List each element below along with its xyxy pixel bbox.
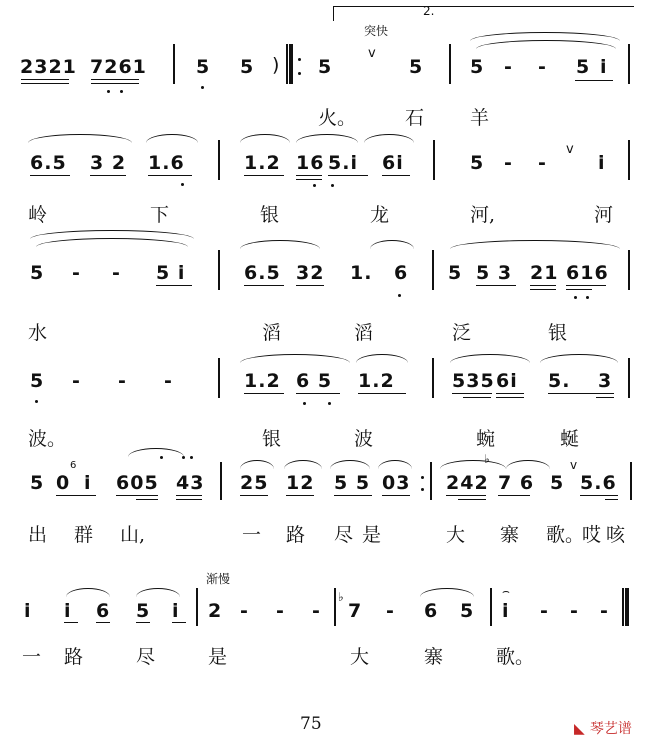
lyric: 尽 — [136, 646, 156, 668]
lyric: 火。 — [318, 107, 357, 129]
note: 6 5 — [296, 370, 333, 392]
note: 25 — [240, 472, 269, 494]
breath-mark: v — [570, 458, 578, 472]
note: 5 — [30, 472, 45, 494]
lyric: 波。 — [28, 428, 67, 450]
note: i — [24, 600, 32, 622]
note: ) — [272, 54, 281, 76]
note: 5 — [240, 56, 255, 78]
lyric: 是 — [208, 646, 228, 668]
note: 5 — [409, 56, 424, 78]
note: - — [600, 600, 609, 622]
note: 16 — [296, 152, 325, 174]
lyric: 滔 — [354, 322, 374, 344]
note: 3 — [598, 370, 613, 392]
note: i — [502, 600, 510, 622]
note: 5.6 — [580, 472, 617, 494]
note: 1.6 — [148, 152, 185, 174]
note: 5 — [550, 472, 565, 494]
note: 6.5 — [30, 152, 67, 174]
note: - — [386, 600, 395, 622]
lyric: 寨 — [424, 646, 444, 668]
note: 5 — [576, 56, 591, 78]
logo-icon: ◣ — [574, 721, 585, 737]
lyric: 银 — [260, 204, 280, 226]
tempo-marking: 突快 — [364, 24, 389, 38]
tempo-marking: 渐慢 — [206, 572, 231, 586]
note: i — [600, 56, 608, 78]
note: 7 6 — [498, 472, 535, 494]
note: 03 — [382, 472, 411, 494]
note: 5 3 — [476, 262, 513, 284]
note: 5 — [470, 152, 485, 174]
lyric: 滔 — [262, 322, 282, 344]
note: 32 — [296, 262, 325, 284]
volta-number: 2. — [423, 4, 435, 18]
note: 535 — [452, 370, 495, 392]
volta-bracket — [333, 6, 634, 21]
lyric: 下 — [150, 204, 170, 226]
lyric: 一 — [22, 646, 42, 668]
note: 5 — [448, 262, 463, 284]
note: 5 — [136, 600, 151, 622]
lyric: 路 — [286, 524, 306, 546]
note: 21 — [530, 262, 559, 284]
lyric: 尽 — [334, 524, 354, 546]
lyric: 一 — [242, 524, 262, 546]
lyric: 石 — [405, 107, 425, 129]
note: 5.i — [328, 152, 358, 174]
note: 605 — [116, 472, 159, 494]
lyric: 银 — [548, 322, 568, 344]
note: 5. — [548, 370, 571, 392]
note: 1. — [350, 262, 373, 284]
breath-mark: v — [368, 46, 376, 61]
note: 2321 — [20, 56, 77, 78]
lyric: 山, — [120, 524, 146, 546]
note: - — [240, 600, 249, 622]
lyric: 大 — [446, 524, 466, 546]
note: 5 — [30, 262, 45, 284]
note: 12 — [286, 472, 315, 494]
note: i — [598, 152, 606, 174]
site-logo — [574, 718, 632, 738]
note: i — [172, 600, 180, 622]
note: 5 — [460, 600, 475, 622]
breath-mark: v — [566, 142, 574, 157]
note: 5 — [30, 370, 45, 392]
note: - — [112, 262, 121, 284]
note: 5 — [196, 56, 211, 78]
lyric: 是 — [362, 524, 382, 546]
note: 0 — [56, 472, 71, 494]
note: 43 — [176, 472, 205, 494]
lyric: 蜒 — [560, 428, 580, 450]
note: 1.2 — [244, 370, 281, 392]
note: i — [64, 600, 72, 622]
note: 6 — [394, 262, 409, 284]
note: - — [538, 56, 547, 78]
note: 616 — [566, 262, 609, 284]
note: 5 5 — [334, 472, 371, 494]
lyric: 龙 — [370, 204, 390, 226]
note: 7261 — [90, 56, 147, 78]
lyric: 河, — [470, 204, 496, 226]
note: 2 — [208, 600, 223, 622]
note: 242 — [446, 472, 489, 494]
note: 6.5 — [244, 262, 281, 284]
note: 5 i — [156, 262, 186, 284]
lyric: 寨 — [500, 524, 520, 546]
lyric: 出 — [28, 524, 48, 546]
note: 6 — [424, 600, 439, 622]
grace-note: 6 — [70, 460, 77, 471]
lyric: 河 — [594, 204, 614, 226]
lyric: 大 — [350, 646, 370, 668]
lyric: 羊 — [470, 107, 490, 129]
flat-sign: ♭ — [338, 590, 344, 604]
note: i — [84, 472, 92, 494]
lyric: 波 — [354, 428, 374, 450]
note: - — [118, 370, 127, 392]
lyric: 歌。 — [496, 646, 535, 668]
note: - — [570, 600, 579, 622]
note: - — [312, 600, 321, 622]
lyric: 泛 — [452, 322, 472, 344]
note: 1.2 — [358, 370, 395, 392]
note: - — [538, 152, 547, 174]
note: 6i — [496, 370, 518, 392]
fermata: ⌢ — [502, 584, 510, 598]
note: - — [72, 262, 81, 284]
lyric: 蜿 — [476, 428, 496, 450]
lyric: 路 — [64, 646, 84, 668]
note: - — [164, 370, 173, 392]
lyric: 岭 — [28, 204, 48, 226]
note: 3 2 — [90, 152, 127, 174]
note: 6i — [382, 152, 404, 174]
lyric: 哎 — [582, 524, 602, 546]
lyric: 水 — [28, 322, 48, 344]
note: 5 — [318, 56, 333, 78]
note: 5 — [470, 56, 485, 78]
note: 6 — [96, 600, 111, 622]
flat-sign: ♭ — [484, 452, 490, 466]
lyric: 歌。 — [546, 524, 585, 546]
lyric: 银 — [262, 428, 282, 450]
note: 1.2 — [244, 152, 281, 174]
lyric: 群 — [74, 524, 94, 546]
lyric: 咳 — [606, 524, 626, 546]
page-number: 75 — [300, 714, 322, 734]
note: - — [276, 600, 285, 622]
note: - — [504, 152, 513, 174]
note: - — [540, 600, 549, 622]
note: - — [72, 370, 81, 392]
logo-text: 琴艺谱 — [589, 721, 632, 737]
note: - — [504, 56, 513, 78]
note: 7 — [348, 600, 363, 622]
